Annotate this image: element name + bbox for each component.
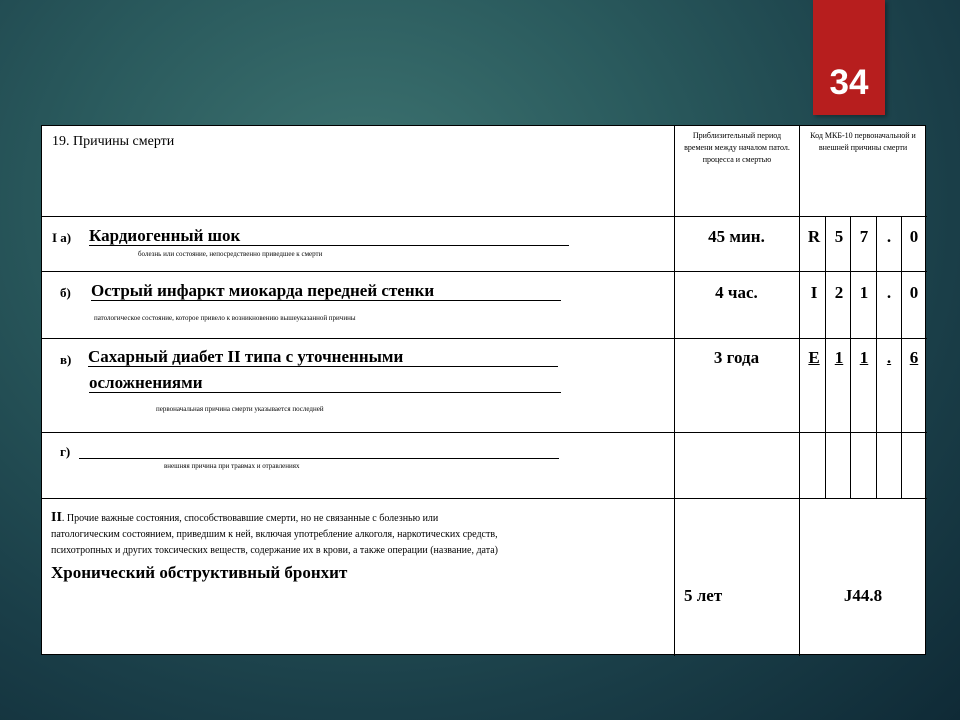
row-note-d: внешняя причина при травмах и отравлениях (164, 462, 300, 470)
fill-line (79, 458, 559, 459)
code-a-2: 5 (834, 227, 844, 246)
code-a-3: 7 (859, 227, 869, 246)
row-divider (42, 432, 927, 433)
diagnosis-b: Острый инфаркт миокарда передней стенки (91, 281, 435, 300)
code-a-1: R (807, 227, 821, 246)
death-cause-form (41, 125, 926, 655)
diagnosis-a: Кардиогенный шок (89, 226, 241, 245)
row-note-c: первоначальная причина смерти указывается последней (156, 405, 324, 413)
column-divider (674, 126, 675, 656)
row-note-a: болезнь или состояние, непосредственно приведшее к смерти (138, 250, 323, 258)
row-divider (42, 216, 927, 217)
part2-code: J44.8 (843, 586, 883, 605)
row-label-c: в) (60, 352, 72, 367)
slide-number-badge (813, 0, 885, 115)
code-c-3: 1 (859, 348, 869, 367)
diagnosis-c-line1: Сахарный диабет II типа с уточненными (88, 347, 404, 366)
code-b-4: 0 (909, 283, 919, 302)
column-divider (799, 126, 800, 656)
code-a-4: 0 (909, 227, 919, 246)
code-b-3: 1 (859, 283, 869, 302)
row-label-b: б) (60, 285, 71, 300)
code-c-dot: . (886, 348, 892, 367)
code-c-4: 6 (909, 348, 919, 367)
code-b-1: I (810, 283, 818, 302)
part2-roman: II (51, 510, 62, 525)
code-b-dot: . (886, 283, 892, 302)
part2-text-line2: патологическим состоянием, приведшим к ней, включая употребление алкоголя, наркотических средств, (51, 529, 498, 540)
code-column-header: Код МКБ-10 первоначальной и внешней причины смерти (810, 131, 916, 152)
row-label-a: I а) (52, 230, 72, 245)
code-b-2: 2 (834, 283, 844, 302)
period-column-header: Приблизительный период времени между началом патол. процесса и смертью (684, 131, 790, 164)
row-label-d: г) (60, 444, 71, 459)
part2-text-1: . Прочие важные состояния, способствовавшие смерти, но не связанные с болезнью или (61, 513, 439, 524)
code-a-dot: . (886, 227, 892, 246)
row-divider (42, 338, 927, 339)
part2-diagnosis: Хронический обструктивный бронхит (51, 563, 348, 582)
slide-number: 34 (829, 63, 869, 102)
part2-text-line1 (51, 510, 438, 526)
row-note-b: патологическое состояние, которое привело к возникновению вышеуказанной причины (94, 314, 356, 322)
part2-period: 5 лет (684, 586, 723, 605)
section-title: 19. Причины смерти (52, 134, 175, 149)
code-c-1: E (808, 348, 820, 367)
code-c-2: 1 (834, 348, 844, 367)
diagnosis-c-line2: осложнениями (89, 373, 203, 392)
row-divider (42, 271, 927, 272)
period-a: 45 мин. (708, 227, 765, 246)
row-divider (42, 498, 927, 499)
part2-text-line3: психотропных и других токсических веществ, содержание их в крови, а также операции (название, дата) (51, 545, 498, 556)
period-b: 4 час. (715, 283, 758, 302)
period-c: 3 года (713, 348, 760, 367)
